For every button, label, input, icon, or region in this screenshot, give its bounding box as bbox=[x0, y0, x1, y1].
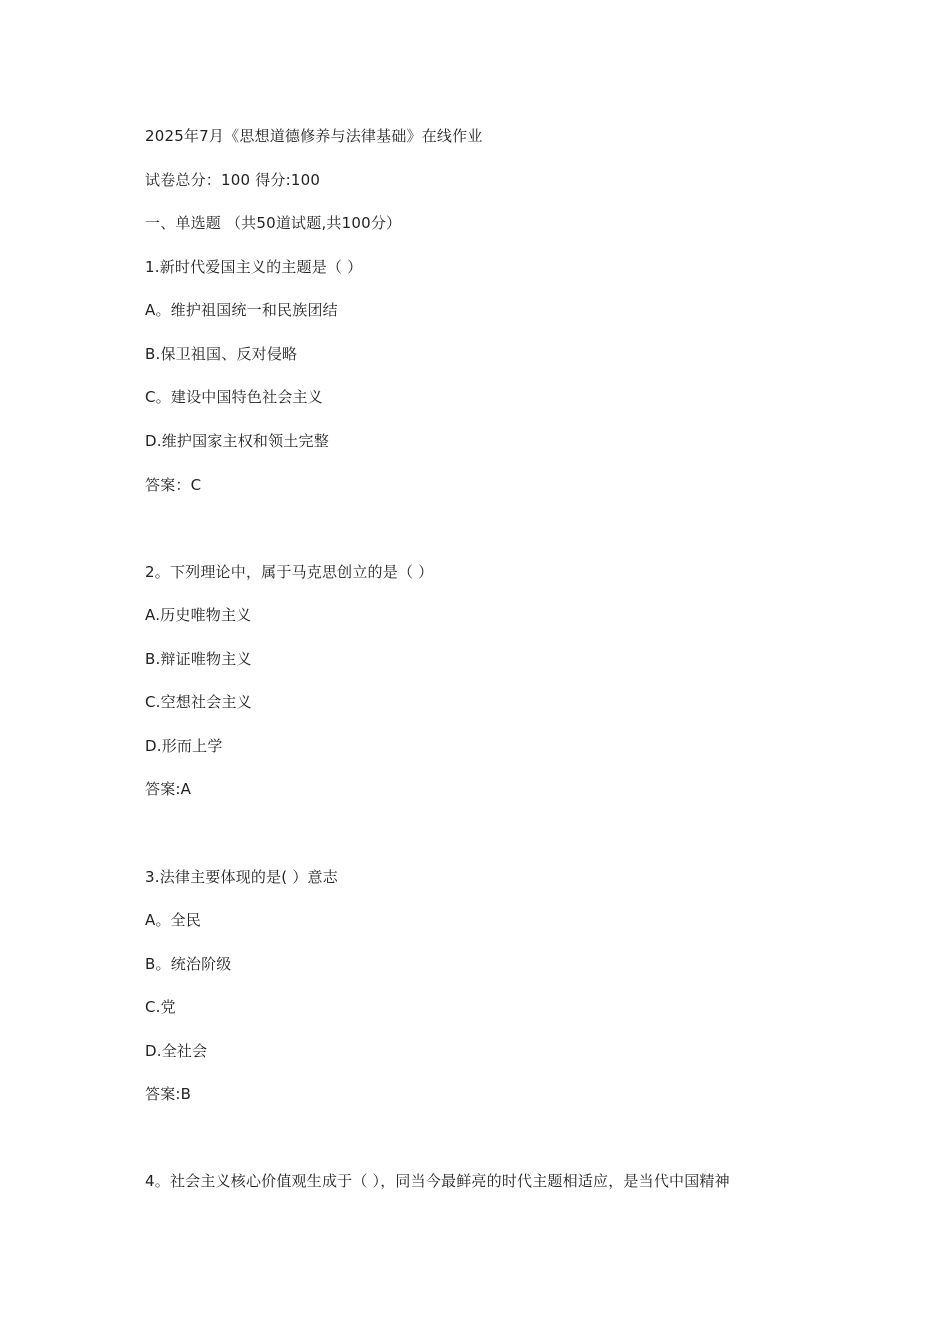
question-2-option-b: B.辩证唯物主义 bbox=[145, 650, 252, 668]
question-1-option-c: C。建设中国特色社会主义 bbox=[145, 388, 323, 406]
question-1-stem: 1.新时代爱国主义的主题是（ ） bbox=[145, 258, 363, 276]
section-heading: 一、单选题 （共50道试题,共100分） bbox=[145, 214, 402, 232]
question-2-option-a: A.历史唯物主义 bbox=[145, 606, 252, 624]
question-2-option-d: D.形而上学 bbox=[145, 737, 223, 755]
question-1-answer: 答案：C bbox=[145, 476, 202, 494]
question-3-stem: 3.法律主要体现的是( ）意志 bbox=[145, 868, 338, 886]
question-2-stem: 2。下列理论中，属于马克思创立的是（ ） bbox=[145, 563, 434, 581]
score-line: 试卷总分：100 得分:100 bbox=[145, 171, 321, 189]
question-3-answer: 答案:B bbox=[145, 1085, 192, 1103]
question-1-option-d: D.维护国家主权和领土完整 bbox=[145, 432, 329, 450]
question-3-option-c: C.党 bbox=[145, 998, 176, 1016]
question-2-answer: 答案:A bbox=[145, 780, 192, 798]
question-1-option-a: A。维护祖国统一和民族团结 bbox=[145, 301, 338, 319]
question-1-option-b: B.保卫祖国、反对侵略 bbox=[145, 345, 298, 363]
question-4-stem: 4。社会主义核心价值观生成于（ ），同当今最鲜亮的时代主题相适应，是当代中国精神 bbox=[145, 1172, 730, 1190]
question-3-option-d: D.全社会 bbox=[145, 1042, 208, 1060]
question-3-option-b: B。统治阶级 bbox=[145, 955, 232, 973]
question-2-option-c: C.空想社会主义 bbox=[145, 693, 252, 711]
document-title: 2025年7月《思想道德修养与法律基础》在线作业 bbox=[145, 127, 483, 145]
question-3-option-a: A。全民 bbox=[145, 911, 202, 929]
